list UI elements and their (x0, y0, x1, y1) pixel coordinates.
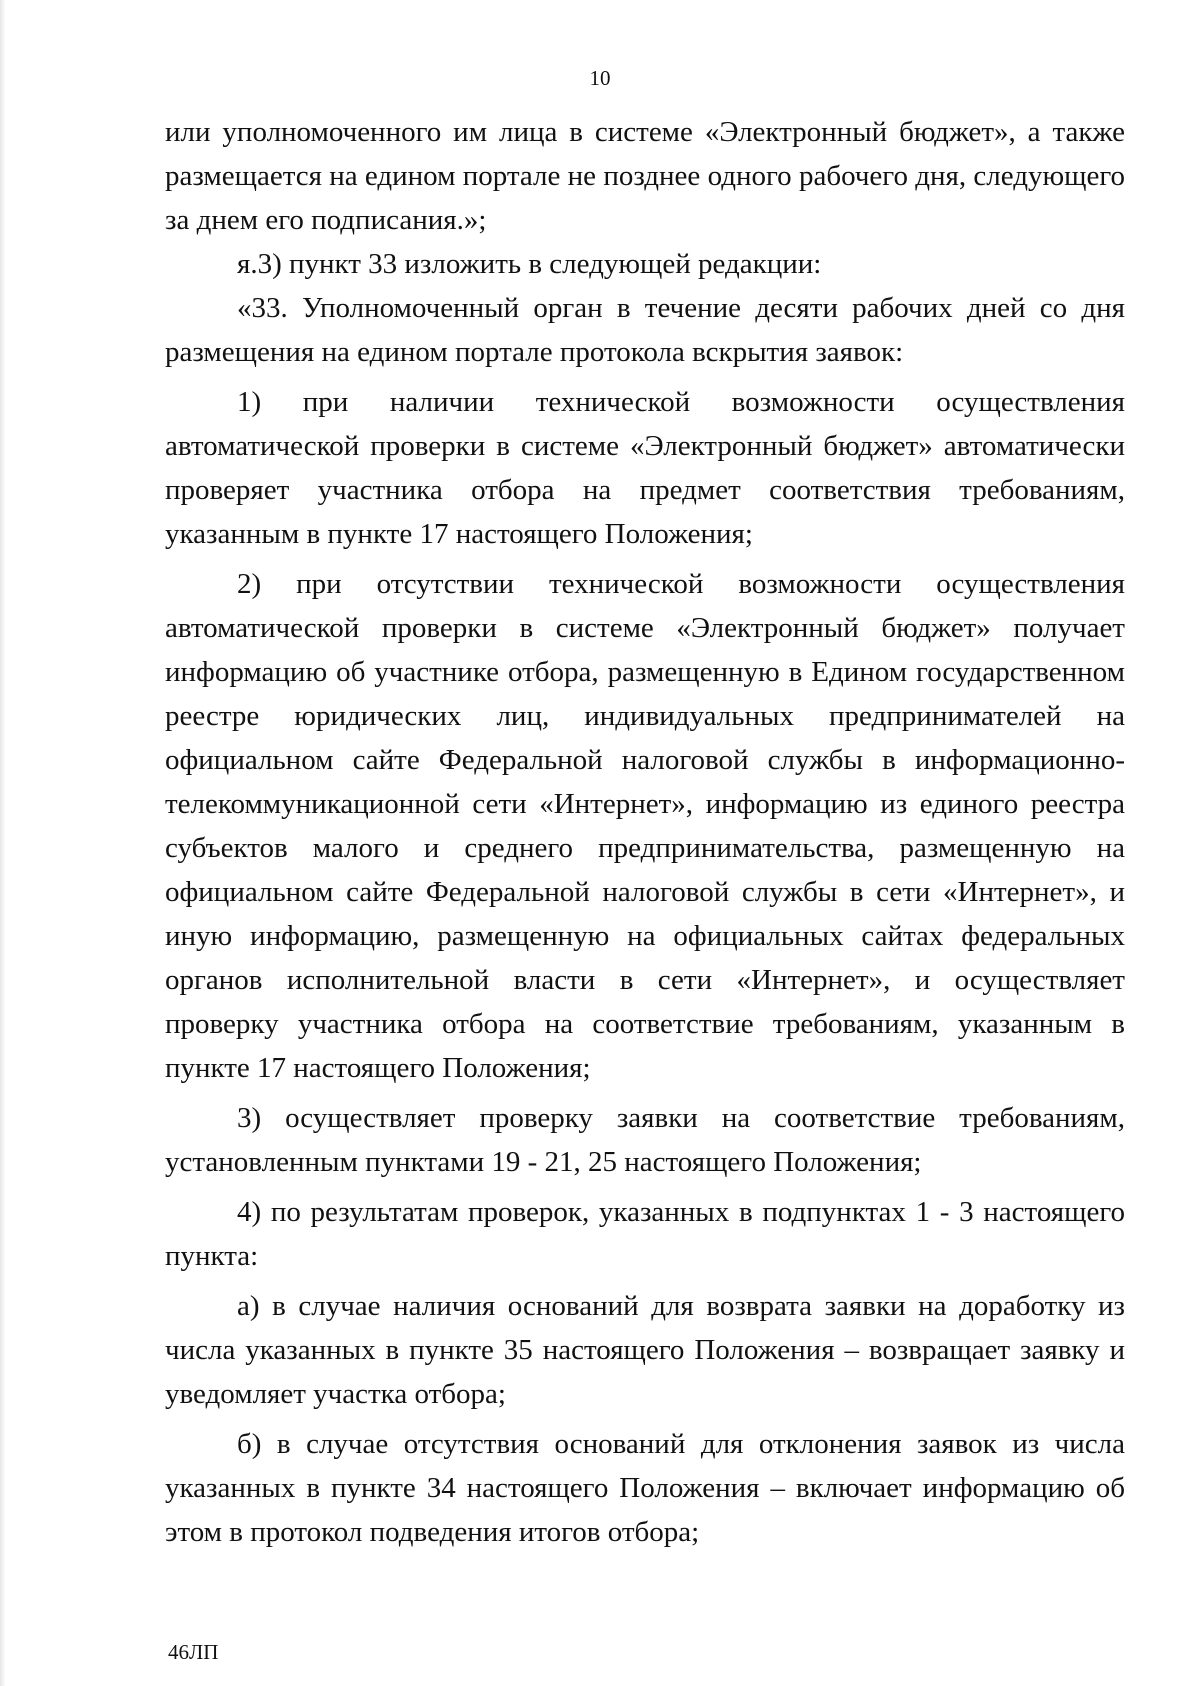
paragraph-subclause-4a: а) в случае наличия оснований для возврата заявки на доработку из числа указанных в пункте 35 настоящего Положения – возвращает заявку и уведомляет участка отбора; (165, 1290, 1125, 1410)
paragraph-subclause-4b: б) в случае отсутствия оснований для отклонения заявок из числа указанных в пункте 34 настоящего Положения – включает информацию об этом в протокол подведения итогов отбора; (165, 1428, 1125, 1548)
paragraph-continuation: или уполномоченного им лица в системе «Электронный бюджет», а также размещается на едином портале не позднее одного рабочего дня, следующего за днем его подписания.»; (165, 116, 1125, 236)
paragraph-amendment-intro: я.3) пункт 33 изложить в следующей редакции: (237, 248, 822, 280)
paragraph-subclause-3: 3) осуществляет проверку заявки на соответствие требованиям, установленным пунктами 19 - 21, 25 настоящего Положения; (165, 1102, 1125, 1178)
page-number: 10 (589, 66, 611, 90)
paragraph-subclause-4: 4) по результатам проверок, указанных в подпунктах 1 - 3 настоящего пункта: (165, 1196, 1125, 1272)
paragraph-subclause-2: 2) при отсутствии технической возможности осуществления автоматической проверки в системе «Электронный бюджет» получает информацию об участнике отбора, размещенную в Едином государственном реестре юридических лиц, индивидуальных предпринимателей на официальном сайте Федеральной налоговой службы в информационно-телекоммуникационной сети «Интернет», информацию из единого реестра субъектов малого и среднего предпринимательства, размещенную на официальном сайте Федеральной налоговой службы в сети «Интернет», и иную информацию, размещенную на официальных сайтах федеральных органов исполнительной власти в сети «Интернет», и осуществляет проверку участника отбора на соответствие требованиям, указанным в пункте 17 настоящего Положения; (165, 568, 1125, 1084)
scan-edge (0, 0, 6, 1686)
document-body (165, 110, 1125, 1554)
paragraph-clause-33: «33. Уполномоченный орган в течение десяти рабочих дней со дня размещения на едином портале протокола вскрытия заявок: (165, 292, 1125, 368)
document-code: 46ЛП (168, 1640, 219, 1664)
paragraph-subclause-1: 1) при наличии технической возможности осуществления автоматической проверки в системе «Электронный бюджет» автоматически проверяет участника отбора на предмет соответствия требованиям, указанным в пункте 17 настоящего Положения; (165, 386, 1125, 550)
